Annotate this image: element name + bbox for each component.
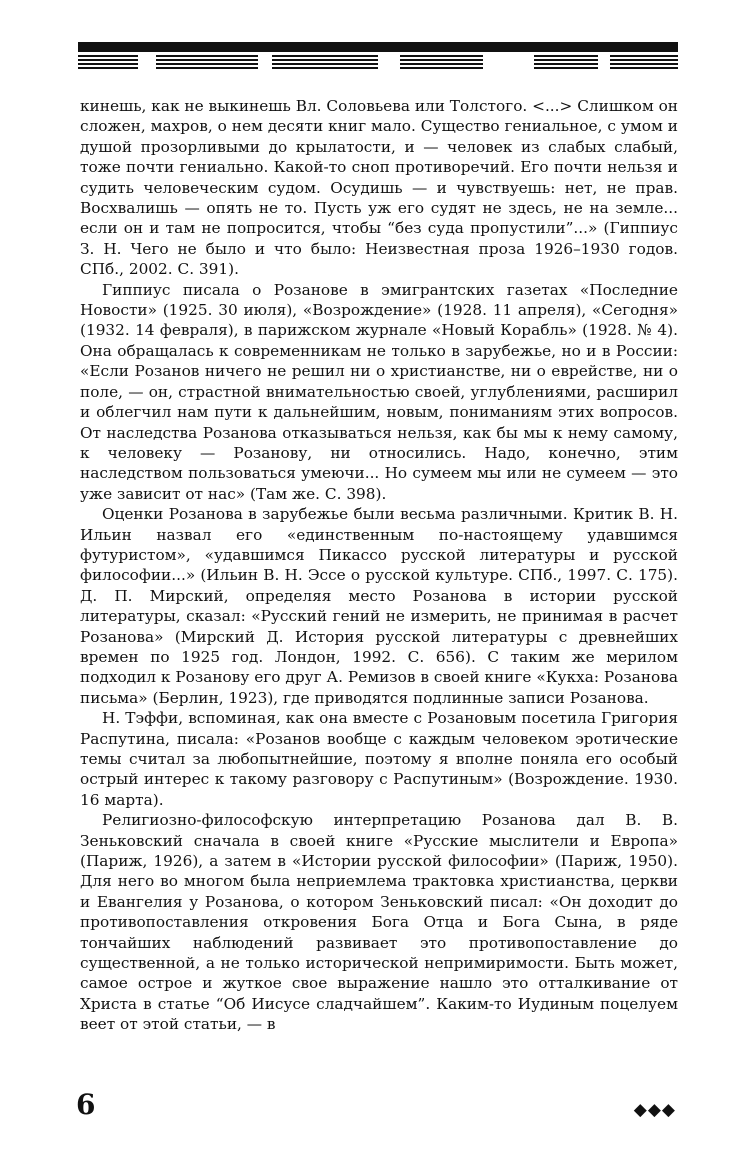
main-text xyxy=(80,96,678,1035)
paragraph: кинешь, как не выкинешь Вл. Соловьева или Толстого. <...> Слишком он сложен, махров, о нем десяти книг мало. Существо гениальное, с умом и душой прозорливыми до крылатости, и — человек из слабых слабый, тоже почти гениально. Какой-то сноп противоречий. Его почти нельзя и судить человеческим судом. Осудишь — и чувствуешь: нет, не прав. Восхвалишь — опять не то. Пусть уж его судят не здесь, не на земле... если он и там не попросится, чтобы “без суда пропустили”...» (Гиппиус З. Н. Чего не было и что было: Неизвестная проза 1926–1930 годов. СПб., 2002. С. 391). xyxy=(80,97,678,279)
paragraph: Н. Тэффи, вспоминая, как она вместе с Розановым посетила Григория Распутина, писала: «Розанов вообще с каждым человеком эротические темы считал за любопытнейшие, поэтому я вполне поняла его особый острый интерес к такому разговору с Распутиным» (Возрождение. 1930. 16 марта). xyxy=(80,709,678,809)
page-number: 6 xyxy=(76,1088,96,1121)
paragraph: Религиозно-философскую интерпретацию Розанова дал В. В. Зеньковский сначала в своей книге «Русские мыслители и Европа» (Париж, 1926), а затем в «Истории русской философии» (Париж, 1950). Для него во многом была неприемлема трактовка христианства, церкви и Евангелия у Розанова, о котором Зеньковский писал: «Он доходит до противопоставления откровения Бога Отца и Бога Сына, в ряде тончайших наблюдений развивает это противопоставление до существенной, а не только исторической непримиримости. Быть может, самое острое и жуткое свое выражение нашло это отталкивание от Христа в статье “Об Иисусе сладчайшем”. Каким-то Иудиным поцелуем веет от этой статьи, — в xyxy=(80,811,678,1034)
page-footer xyxy=(76,1088,680,1128)
paragraph: Оценки Розанова в зарубежье были весьма различными. Критик В. Н. Ильин назвал его «единственным по-настоящему удавшимся футуристом», «удавшимся Пикассо русской литературы и русской философии...» (Ильин В. Н. Эссе о русской культуре. СПб., 1997. С. 175). Д. П. Мирский, определяя место Розанова в истории русской литературы, сказал: «Русский гений не измерить, не принимая в расчет Розанова» (Мирский Д. История русской литературы с древнейших времен по 1925 год. Лондон, 1992. С. 656). С таким же мерилом подходил к Розанову его друг А. Ремизов в своей книге «Кукха: Розанова письма» (Берлин, 1923), где приводятся подлинные записи Розанова. xyxy=(80,505,678,707)
header-decorative-rule xyxy=(78,40,678,74)
diamond-ornament-icon: ◆◆◆ xyxy=(633,1100,676,1120)
paragraph: Гиппиус писала о Розанове в эмигрантских газетах «Последние Новости» (1925. 30 июля), «Возрождение» (1928. 11 апреля), «Сегодня» (1932. 14 февраля), в парижском журнале «Новый Корабль» (1928. № 4). Она обращалась к современникам не только в зарубежье, но и в России: «Если Розанов ничего не решил ни о христианстве, ни о еврействе, ни о поле, — он, страстной внимательностью своей, углублениями, расширил и облегчил нам пути к дальнейшим, новым, пониманиям этих вопросов. От наследства Розанова отказываться нельзя, как бы мы к нему самому, к человеку — Розанову, ни относились. Надо, конечно, этим наследством пользоваться умеючи... Но сумеем мы или не сумеем — это уже зависит от нас» (Там же. С. 398). xyxy=(80,280,678,503)
